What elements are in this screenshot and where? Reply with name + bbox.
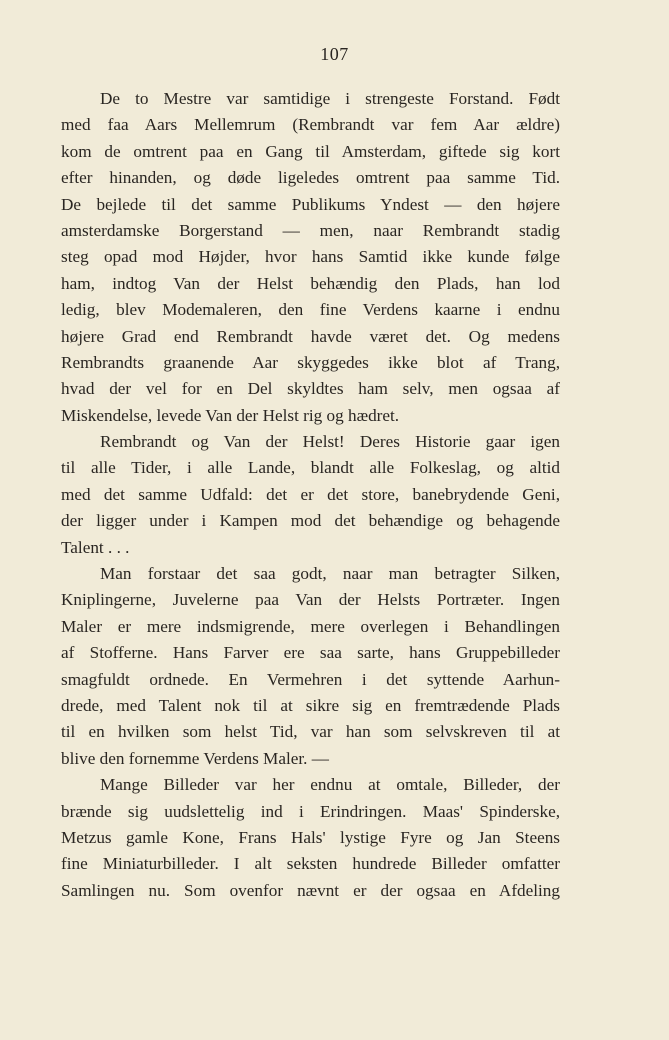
text-line: De bejlede til det samme Publikums Yndest — den højere bbox=[61, 194, 560, 214]
text-line: kom de omtrent paa en Gang til Amsterdam, giftede sig kort bbox=[61, 141, 560, 161]
text-line: Maler er mere indsmigrende, mere overlegen i Behandlingen bbox=[61, 616, 560, 636]
text-line: af Stofferne. Hans Farver ere saa sarte, hans Gruppebilleder bbox=[61, 643, 560, 663]
text-line: Man forstaar det saa godt, naar man betragter Silken, bbox=[100, 564, 560, 584]
paragraph-2 bbox=[61, 429, 560, 561]
text-line: drede, med Talent nok til at sikre sig en fremtrædende Plads bbox=[61, 695, 560, 715]
text-line: fine Miniaturbilleder. I alt seksten hundrede Billeder omfatter bbox=[61, 854, 560, 874]
text-line: Kniplingerne, Juvelerne paa Van der Helsts Portræter. Ingen bbox=[61, 590, 560, 610]
text-line: der ligger under i Kampen mod det behændige og behagende bbox=[61, 511, 560, 531]
text-line: Rembrandts graanende Aar skyggedes ikke blot af Trang, bbox=[61, 352, 560, 372]
text-line: Miskendelse, levede Van der Helst rig og hædret. bbox=[61, 405, 400, 425]
text-line: De to Mestre var samtidige i strengeste Forstand. Født bbox=[100, 89, 560, 108]
text-line: steg opad mod Højder, hvor hans Samtid ikke kunde følge bbox=[61, 247, 560, 267]
text-line: Mange Billeder var her endnu at omtale, Billeder, der bbox=[100, 775, 560, 795]
text-line: efter hinanden, og døde ligeledes omtrent paa samme Tid. bbox=[61, 168, 560, 188]
body-text bbox=[61, 86, 560, 904]
page-number: 107 bbox=[320, 44, 349, 64]
text-line: brænde sig uudslettelig ind i Erindringen. Maas' Spinderske, bbox=[61, 801, 560, 821]
text-line: Rembrandt og Van der Helst! Deres Historie gaar igen bbox=[100, 432, 560, 452]
text-line: blive den fornemme Verdens Maler. — bbox=[61, 748, 329, 768]
text-line: Samlingen nu. Som ovenfor nævnt er der ogsaa en Afdeling bbox=[61, 880, 560, 900]
text-line: hvad der vel for en Del skyldtes ham selv, men ogsaa af bbox=[61, 379, 560, 399]
text-line: med faa Aars Mellemrum (Rembrandt var fem Aar ældre) bbox=[61, 115, 560, 135]
text-line: smagfuldt ordnede. En Vermehren i det syttende Aarhun- bbox=[61, 669, 560, 689]
text-line: højere Grad end Rembrandt havde været det. Og medens bbox=[61, 326, 560, 346]
text-line: til alle Tider, i alle Lande, blandt alle Folkeslag, og altid bbox=[61, 458, 560, 478]
text-line: amsterdamske Borgerstand — men, naar Rembrandt stadig bbox=[61, 220, 560, 240]
paragraph-4 bbox=[61, 772, 560, 904]
paragraph-1 bbox=[61, 86, 560, 429]
text-line: Talent . . . bbox=[61, 537, 130, 557]
text-line: ham, indtog Van der Helst behændig den Plads, han lod bbox=[61, 273, 560, 293]
paragraph-3 bbox=[61, 561, 560, 772]
text-line: med det samme Udfald: det er det store, banebrydende Geni, bbox=[61, 484, 560, 504]
text-line: Metzus gamle Kone, Frans Hals' lystige Fyre og Jan Steens bbox=[61, 827, 560, 847]
text-line: til en hvilken som helst Tid, var han som selvskreven til at bbox=[61, 722, 560, 742]
text-line: ledig, blev Modemaleren, den fine Verdens kaarne i endnu bbox=[61, 300, 560, 320]
